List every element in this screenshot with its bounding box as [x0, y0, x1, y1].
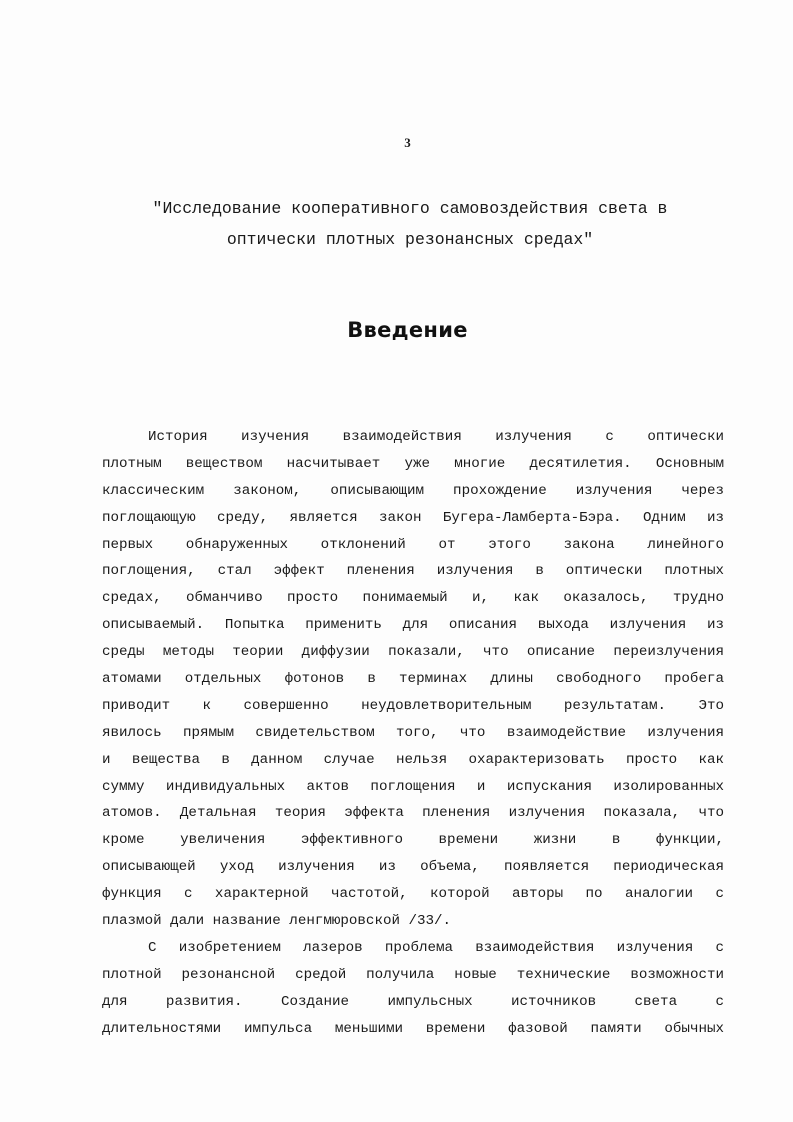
text-line: поглощающую среду, является закон Бугера-Ламберта-Бэра. Одним из	[102, 509, 724, 526]
text-line: функция с характерной частотой, которой авторы по аналогии с	[102, 886, 724, 903]
text-line: поглощения, стал эффект пленения излучения в оптически плотных	[102, 563, 724, 580]
text-line: атомами отдельных фотонов в терминах длины свободного пробега	[102, 671, 724, 688]
text-line: описываемый. Попытка применить для описания выхода излучения из	[102, 617, 724, 634]
text-line: и вещества в данном случае нельзя охарактеризовать просто как	[102, 751, 724, 768]
text-line: плотным веществом насчитывает уже многие десятилетия. Основным	[102, 455, 724, 472]
paragraph-1	[102, 424, 724, 935]
text-line: описывающей уход излучения из объема, появляется периодическая	[102, 859, 724, 876]
body-text	[102, 424, 724, 1042]
text-line: классическим законом, описывающим прохождение излучения через	[102, 482, 724, 499]
paragraph-2	[102, 935, 724, 1043]
text-line: явилось прямым свидетельством того, что взаимодействие излучения	[102, 724, 724, 741]
text-line: плазмой дали название ленгмюровской /33/.	[102, 913, 452, 930]
title-line: "Исследование кооперативного самовоздействия света в	[152, 199, 668, 218]
text-line: средах, обманчиво просто понимаемый и, как оказалось, трудно	[102, 590, 724, 607]
text-line: для развития. Создание импульсных источников света с	[102, 993, 724, 1010]
text-line: сумму индивидуальных актов поглощения и испускания изолированных	[102, 778, 724, 795]
text-line: История изучения взаимодействия излучения с оптически	[148, 429, 724, 445]
title-line: оптически плотных резонансных средах"	[226, 230, 594, 249]
text-line: приводит к совершенно неудовлетворительным результатам. Это	[102, 697, 724, 714]
text-line: кроме увеличения эффективного времени жизни в функции,	[102, 832, 724, 849]
text-line: длительностями импульса меньшими времени фазовой памяти обычных	[102, 1020, 724, 1037]
text-line: среды методы теории диффузии показали, что описание переизлучения	[102, 644, 724, 661]
document-title	[100, 193, 720, 255]
section-heading: Введение	[347, 318, 468, 342]
page-number: 3	[404, 135, 411, 150]
text-line: первых обнаруженных отклонений от этого закона линейного	[102, 536, 724, 553]
text-line: плотной резонансной средой получила новые технические возможности	[102, 966, 724, 983]
text-line: атомов. Детальная теория эффекта пленения излучения показала, что	[102, 805, 724, 822]
text-line: С изобретением лазеров проблема взаимодействия излучения с	[148, 939, 724, 956]
